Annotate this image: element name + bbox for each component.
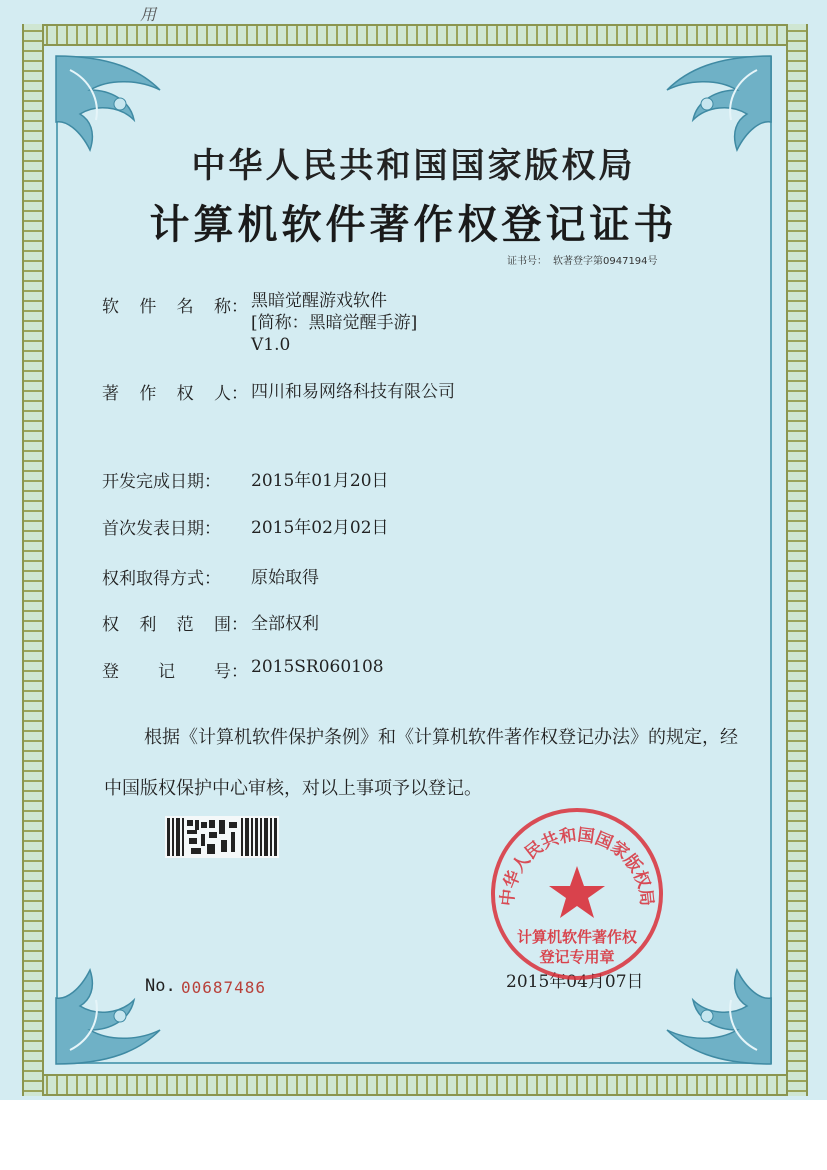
publication-date-label: 首次发表日期：	[102, 519, 221, 539]
seal-line-1: 计算机软件著作权	[516, 928, 638, 946]
border-fret-top	[22, 24, 808, 46]
serial-value: 00687486	[181, 978, 267, 997]
official-seal	[486, 806, 668, 986]
issue-date: 2015年04月07日	[506, 972, 644, 992]
certificate-number-value: 软著登字第0947194号	[553, 256, 658, 267]
serial-label: No.	[145, 976, 176, 996]
copyright-owner-label: 著 作 权 人：	[102, 384, 248, 404]
seal-star-icon	[549, 866, 605, 918]
software-name-value: 黑暗觉醒游戏软件 [简称：黑暗觉醒手游] V1.0	[251, 291, 418, 355]
completion-date-label: 开发完成日期：	[102, 472, 221, 492]
registration-number-value: 2015SR060108	[251, 657, 384, 677]
registration-statement: 根据《计算机软件保护条例》和《计算机软件著作权登记办法》的规定，经中国版权保护中心审核，对以上事项予以登记。	[104, 727, 738, 799]
seal-line-2: 登记专用章	[539, 948, 615, 966]
border-fret-bottom	[22, 1074, 808, 1096]
acquisition-method-label: 权利取得方式：	[102, 569, 221, 589]
acquisition-method-value: 原始取得	[251, 568, 319, 588]
certificate-number-label: 证书号：	[507, 256, 547, 267]
handwritten-mark: 用	[140, 5, 157, 24]
seal-arc-text: 中华人民共和国国家版权局	[497, 825, 657, 907]
completion-date-value: 2015年01月20日	[251, 471, 389, 491]
certificate-title: 计算机软件著作权登记证书	[149, 201, 678, 248]
copyright-owner-value: 四川和易网络科技有限公司	[251, 382, 455, 402]
rights-scope-label: 权 利 范 围：	[102, 615, 248, 635]
registration-number-label: 登 记 号：	[102, 662, 248, 682]
rights-scope-value: 全部权利	[251, 614, 319, 634]
software-name-label: 软 件 名 称：	[102, 297, 248, 317]
barcode	[165, 816, 279, 858]
publication-date-value: 2015年02月02日	[251, 518, 389, 538]
issuer-name: 中华人民共和国国家版权局	[191, 146, 636, 186]
certificate-number	[507, 252, 664, 267]
